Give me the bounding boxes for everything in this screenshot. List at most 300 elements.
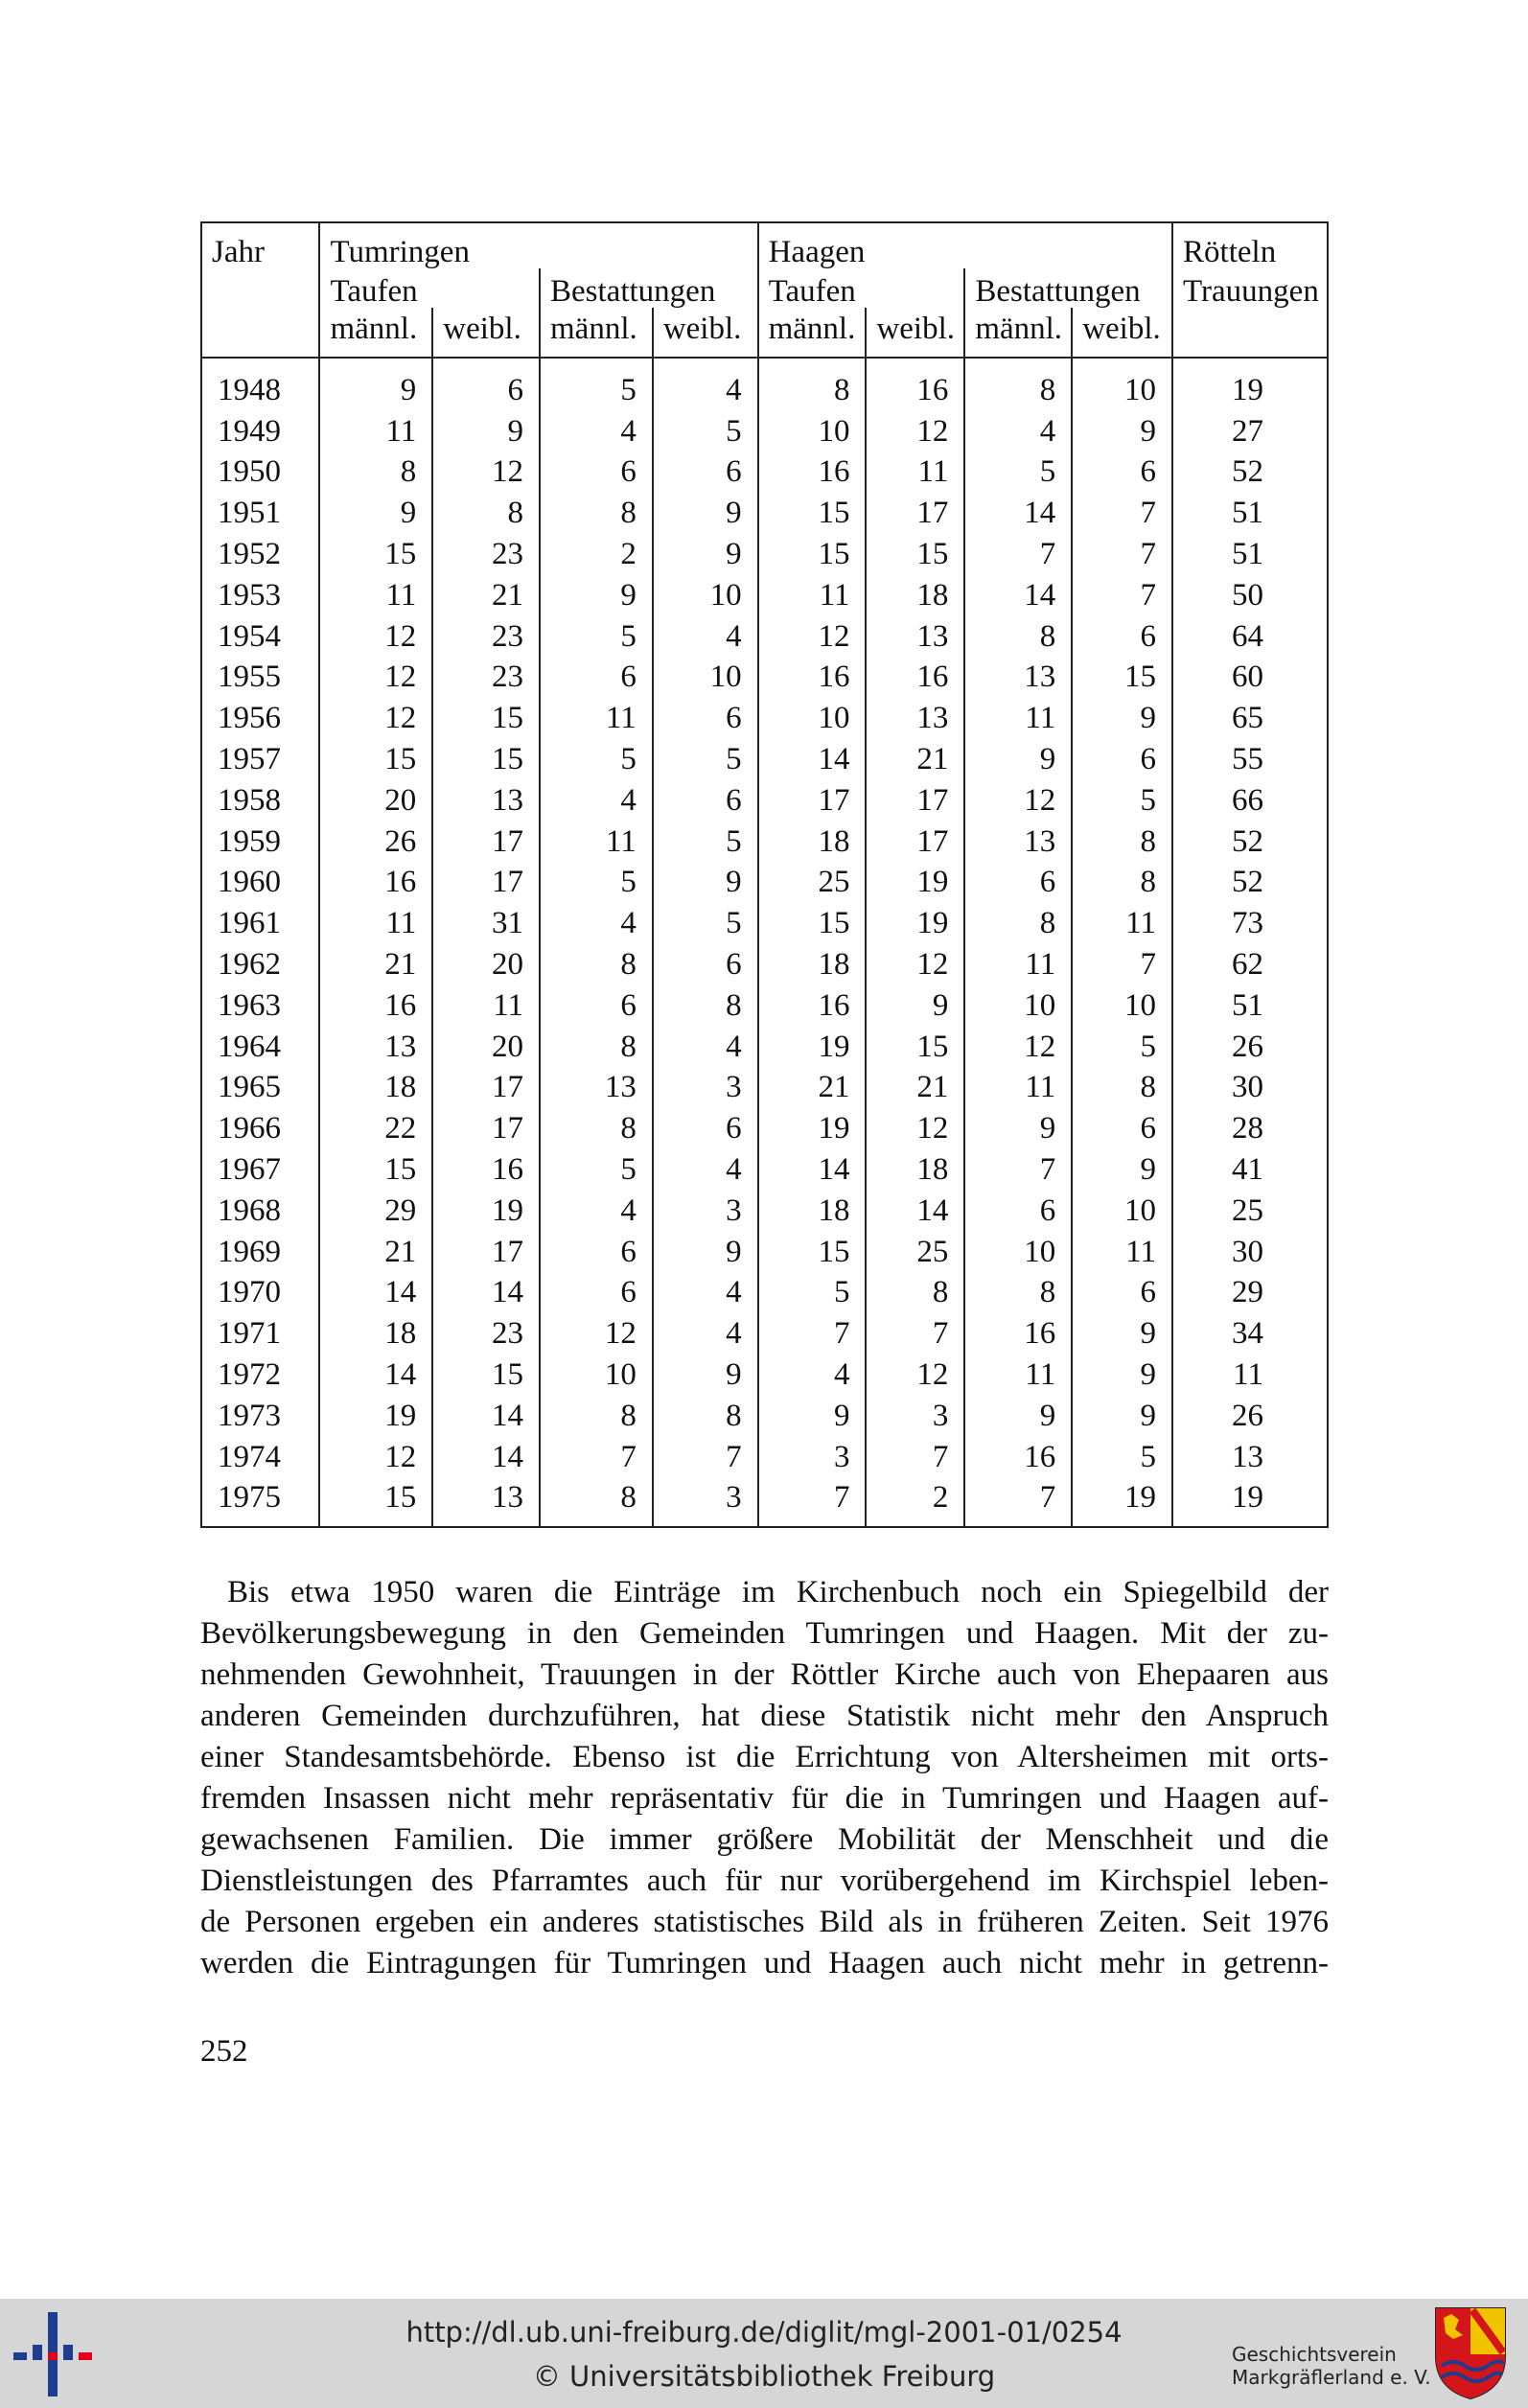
value-cell: 10 xyxy=(758,698,867,739)
value-cell: 52 xyxy=(1172,822,1328,863)
value-cell: 9 xyxy=(540,575,653,616)
table-row xyxy=(201,411,1328,452)
value-cell: 13 xyxy=(866,698,964,739)
value-cell: 23 xyxy=(432,616,540,658)
paragraph-line: einer Standesamtsbehörde. Ebenso ist die Errichtung von Altersheimen mit orts- xyxy=(200,1740,1329,1774)
value-cell: 19 xyxy=(1072,1478,1172,1528)
value-cell: 18 xyxy=(319,1313,432,1354)
value-cell: 73 xyxy=(1172,903,1328,944)
value-cell: 7 xyxy=(1072,534,1172,575)
year-cell: 1959 xyxy=(201,822,319,863)
table-row xyxy=(201,863,1328,904)
value-cell: 23 xyxy=(432,658,540,699)
value-cell: 21 xyxy=(319,1232,432,1273)
value-cell: 4 xyxy=(653,1313,758,1354)
value-cell: 15 xyxy=(758,1232,867,1273)
value-cell: 3 xyxy=(653,1191,758,1232)
value-cell: 50 xyxy=(1172,575,1328,616)
table-row xyxy=(201,903,1328,944)
value-cell: 11 xyxy=(964,1068,1072,1109)
value-cell: 8 xyxy=(653,985,758,1027)
value-cell: 34 xyxy=(1172,1313,1328,1354)
value-cell: 7 xyxy=(964,534,1072,575)
value-cell: 5 xyxy=(540,863,653,904)
table-row xyxy=(201,1437,1328,1478)
year-cell: 1969 xyxy=(201,1232,319,1273)
year-cell: 1952 xyxy=(201,534,319,575)
year-cell: 1963 xyxy=(201,985,319,1027)
value-cell: 18 xyxy=(758,944,867,985)
value-cell: 27 xyxy=(1172,411,1328,452)
value-cell: 19 xyxy=(319,1396,432,1437)
value-cell: 15 xyxy=(866,1027,964,1068)
header-maennl: männl. xyxy=(758,308,867,358)
value-cell: 6 xyxy=(540,452,653,494)
header-haagen-bestattungen: Bestattungen xyxy=(964,268,1172,308)
value-cell: 5 xyxy=(1072,1027,1172,1068)
value-cell: 15 xyxy=(319,739,432,780)
value-cell: 15 xyxy=(432,698,540,739)
value-cell: 6 xyxy=(653,944,758,985)
value-cell: 14 xyxy=(964,575,1072,616)
value-cell: 7 xyxy=(866,1437,964,1478)
value-cell: 16 xyxy=(866,658,964,699)
year-cell: 1958 xyxy=(201,780,319,822)
value-cell: 9 xyxy=(964,1396,1072,1437)
value-cell: 41 xyxy=(1172,1149,1328,1191)
value-cell: 10 xyxy=(1072,1191,1172,1232)
value-cell: 20 xyxy=(432,1027,540,1068)
value-cell: 15 xyxy=(758,534,867,575)
table-row xyxy=(201,1396,1328,1437)
year-cell: 1968 xyxy=(201,1191,319,1232)
value-cell: 8 xyxy=(1072,863,1172,904)
value-cell: 8 xyxy=(540,493,653,534)
value-cell: 17 xyxy=(866,822,964,863)
value-cell: 5 xyxy=(653,411,758,452)
value-cell: 11 xyxy=(1072,1232,1172,1273)
value-cell: 30 xyxy=(1172,1232,1328,1273)
value-cell: 4 xyxy=(653,1149,758,1191)
value-cell: 8 xyxy=(540,944,653,985)
value-cell: 9 xyxy=(1072,411,1172,452)
value-cell: 4 xyxy=(964,411,1072,452)
value-cell: 14 xyxy=(319,1354,432,1396)
value-cell: 9 xyxy=(653,863,758,904)
value-cell: 12 xyxy=(319,698,432,739)
value-cell: 51 xyxy=(1172,534,1328,575)
value-cell: 5 xyxy=(1072,780,1172,822)
value-cell: 16 xyxy=(758,985,867,1027)
value-cell: 4 xyxy=(758,1354,867,1396)
value-cell: 17 xyxy=(432,822,540,863)
value-cell: 6 xyxy=(653,452,758,494)
value-cell: 10 xyxy=(758,411,867,452)
value-cell: 14 xyxy=(432,1437,540,1478)
value-cell: 19 xyxy=(1172,1478,1328,1528)
paragraph-line: werden die Eintragungen für Tumringen und Haagen auch nicht mehr in getrenn- xyxy=(200,1946,1329,1980)
value-cell: 64 xyxy=(1172,616,1328,658)
value-cell: 7 xyxy=(1072,944,1172,985)
paragraph-line: nehmenden Gewohnheit, Trauungen in der Röttler Kirche auch von Ehepaaren aus xyxy=(200,1657,1329,1692)
value-cell: 9 xyxy=(319,358,432,411)
value-cell: 51 xyxy=(1172,985,1328,1027)
header-maennl: männl. xyxy=(964,308,1072,358)
table-row xyxy=(201,822,1328,863)
value-cell: 5 xyxy=(653,739,758,780)
value-cell: 65 xyxy=(1172,698,1328,739)
value-cell: 14 xyxy=(319,1273,432,1314)
value-cell: 14 xyxy=(432,1273,540,1314)
value-cell: 5 xyxy=(653,822,758,863)
value-cell: 18 xyxy=(319,1068,432,1109)
value-cell: 8 xyxy=(432,493,540,534)
value-cell: 12 xyxy=(866,1108,964,1149)
value-cell: 11 xyxy=(540,822,653,863)
value-cell: 11 xyxy=(964,1354,1072,1396)
value-cell: 6 xyxy=(653,698,758,739)
value-cell: 8 xyxy=(866,1273,964,1314)
value-cell: 10 xyxy=(1072,358,1172,411)
value-cell: 2 xyxy=(866,1478,964,1528)
value-cell: 17 xyxy=(432,1108,540,1149)
table-row xyxy=(201,698,1328,739)
table-row xyxy=(201,1313,1328,1354)
value-cell: 15 xyxy=(866,534,964,575)
year-cell: 1955 xyxy=(201,658,319,699)
value-cell: 8 xyxy=(540,1396,653,1437)
value-cell: 5 xyxy=(540,1149,653,1191)
value-cell: 3 xyxy=(653,1068,758,1109)
value-cell: 55 xyxy=(1172,739,1328,780)
value-cell: 12 xyxy=(319,1437,432,1478)
year-cell: 1974 xyxy=(201,1437,319,1478)
value-cell: 5 xyxy=(540,358,653,411)
value-cell: 5 xyxy=(1072,1437,1172,1478)
value-cell: 21 xyxy=(866,739,964,780)
value-cell: 5 xyxy=(964,452,1072,494)
page-number: 252 xyxy=(200,2034,248,2069)
value-cell: 8 xyxy=(964,1273,1072,1314)
year-cell: 1966 xyxy=(201,1108,319,1149)
value-cell: 13 xyxy=(964,822,1072,863)
value-cell: 23 xyxy=(432,1313,540,1354)
header-weibl: weibl. xyxy=(866,308,964,358)
value-cell: 9 xyxy=(1072,1149,1172,1191)
year-cell: 1960 xyxy=(201,863,319,904)
value-cell: 6 xyxy=(964,1191,1072,1232)
header-tumringen-bestattungen: Bestattungen xyxy=(540,268,758,308)
value-cell: 7 xyxy=(964,1149,1072,1191)
value-cell: 11 xyxy=(319,575,432,616)
value-cell: 9 xyxy=(964,1108,1072,1149)
header-jahr: Jahr xyxy=(201,222,319,358)
value-cell: 15 xyxy=(758,493,867,534)
value-cell: 11 xyxy=(964,698,1072,739)
value-cell: 4 xyxy=(653,1273,758,1314)
value-cell: 11 xyxy=(758,575,867,616)
value-cell: 18 xyxy=(758,822,867,863)
value-cell: 4 xyxy=(540,411,653,452)
value-cell: 12 xyxy=(964,1027,1072,1068)
value-cell: 25 xyxy=(866,1232,964,1273)
value-cell: 9 xyxy=(1072,698,1172,739)
value-cell: 7 xyxy=(1072,493,1172,534)
value-cell: 13 xyxy=(540,1068,653,1109)
table-row xyxy=(201,1191,1328,1232)
table-row xyxy=(201,1478,1328,1528)
table-row xyxy=(201,575,1328,616)
value-cell: 7 xyxy=(540,1437,653,1478)
value-cell: 5 xyxy=(758,1273,867,1314)
value-cell: 26 xyxy=(1172,1396,1328,1437)
value-cell: 3 xyxy=(866,1396,964,1437)
value-cell: 9 xyxy=(758,1396,867,1437)
value-cell: 5 xyxy=(540,739,653,780)
header-haagen: Haagen xyxy=(758,222,1172,268)
value-cell: 14 xyxy=(758,1149,867,1191)
year-cell: 1965 xyxy=(201,1068,319,1109)
value-cell: 12 xyxy=(866,944,964,985)
value-cell: 8 xyxy=(540,1108,653,1149)
year-cell: 1964 xyxy=(201,1027,319,1068)
value-cell: 11 xyxy=(866,452,964,494)
value-cell: 13 xyxy=(1172,1437,1328,1478)
value-cell: 9 xyxy=(432,411,540,452)
coat-of-arms-icon xyxy=(1434,2306,1507,2400)
table-header xyxy=(201,222,1328,358)
header-weibl: weibl. xyxy=(432,308,540,358)
value-cell: 7 xyxy=(964,1478,1072,1528)
year-cell: 1970 xyxy=(201,1273,319,1314)
value-cell: 9 xyxy=(653,493,758,534)
footer-bar xyxy=(0,2299,1528,2408)
value-cell: 4 xyxy=(653,616,758,658)
table-row xyxy=(201,1108,1328,1149)
value-cell: 12 xyxy=(866,1354,964,1396)
footer-url-link[interactable]: http://dl.ub.uni-freiburg.de/diglit/mgl-2001-01/0254 xyxy=(405,2316,1123,2349)
table-row xyxy=(201,534,1328,575)
value-cell: 18 xyxy=(866,1149,964,1191)
year-cell: 1950 xyxy=(201,452,319,494)
value-cell: 21 xyxy=(758,1068,867,1109)
value-cell: 8 xyxy=(1072,1068,1172,1109)
society-name-line2: Markgräflerland e. V. xyxy=(1232,2366,1431,2389)
paragraph-line: de Personen ergeben ein anderes statistisches Bild als in früheren Zeiten. Seit 1976 xyxy=(200,1905,1329,1939)
header-tumringen-taufen: Taufen xyxy=(319,268,540,308)
table-row xyxy=(201,739,1328,780)
table-row xyxy=(201,1027,1328,1068)
value-cell: 12 xyxy=(540,1313,653,1354)
paragraph-line: Bis etwa 1950 waren die Einträge im Kirchenbuch noch ein Spiegelbild der xyxy=(227,1575,1329,1609)
table-row xyxy=(201,944,1328,985)
year-cell: 1973 xyxy=(201,1396,319,1437)
value-cell: 20 xyxy=(319,780,432,822)
value-cell: 26 xyxy=(1172,1027,1328,1068)
value-cell: 18 xyxy=(758,1191,867,1232)
paragraph-line: Bevölkerungsbewegung in den Gemeinden Tumringen und Haagen. Mit der zu- xyxy=(200,1616,1329,1651)
value-cell: 13 xyxy=(432,1478,540,1528)
value-cell: 15 xyxy=(432,739,540,780)
value-cell: 8 xyxy=(964,616,1072,658)
value-cell: 4 xyxy=(653,358,758,411)
table-row xyxy=(201,1273,1328,1314)
value-cell: 9 xyxy=(866,985,964,1027)
value-cell: 18 xyxy=(866,575,964,616)
value-cell: 12 xyxy=(319,616,432,658)
value-cell: 15 xyxy=(319,534,432,575)
value-cell: 7 xyxy=(758,1478,867,1528)
year-cell: 1971 xyxy=(201,1313,319,1354)
value-cell: 16 xyxy=(964,1437,1072,1478)
value-cell: 8 xyxy=(758,358,867,411)
value-cell: 7 xyxy=(758,1313,867,1354)
year-cell: 1954 xyxy=(201,616,319,658)
value-cell: 9 xyxy=(319,493,432,534)
value-cell: 19 xyxy=(866,903,964,944)
value-cell: 17 xyxy=(866,780,964,822)
value-cell: 15 xyxy=(319,1478,432,1528)
value-cell: 7 xyxy=(866,1313,964,1354)
value-cell: 13 xyxy=(319,1027,432,1068)
table-body xyxy=(201,358,1328,1527)
value-cell: 6 xyxy=(540,1273,653,1314)
value-cell: 17 xyxy=(432,1232,540,1273)
value-cell: 15 xyxy=(758,903,867,944)
value-cell: 11 xyxy=(964,944,1072,985)
value-cell: 6 xyxy=(653,1108,758,1149)
value-cell: 16 xyxy=(758,658,867,699)
table-row xyxy=(201,780,1328,822)
value-cell: 9 xyxy=(1072,1396,1172,1437)
value-cell: 12 xyxy=(432,452,540,494)
value-cell: 25 xyxy=(1172,1191,1328,1232)
value-cell: 31 xyxy=(432,903,540,944)
year-cell: 1951 xyxy=(201,493,319,534)
table-row xyxy=(201,985,1328,1027)
table-row xyxy=(201,358,1328,411)
value-cell: 16 xyxy=(866,358,964,411)
year-cell: 1962 xyxy=(201,944,319,985)
value-cell: 16 xyxy=(319,863,432,904)
value-cell: 17 xyxy=(758,780,867,822)
value-cell: 8 xyxy=(319,452,432,494)
value-cell: 52 xyxy=(1172,452,1328,494)
value-cell: 9 xyxy=(653,1232,758,1273)
value-cell: 9 xyxy=(653,534,758,575)
paragraph-line: anderen Gemeinden durchzuführen, hat diese Statistik nicht mehr den Anspruch xyxy=(200,1699,1329,1733)
year-cell: 1948 xyxy=(201,358,319,411)
value-cell: 11 xyxy=(319,903,432,944)
value-cell: 52 xyxy=(1172,863,1328,904)
value-cell: 15 xyxy=(1072,658,1172,699)
value-cell: 5 xyxy=(653,903,758,944)
value-cell: 16 xyxy=(432,1149,540,1191)
value-cell: 14 xyxy=(758,739,867,780)
value-cell: 6 xyxy=(1072,1108,1172,1149)
value-cell: 4 xyxy=(540,1191,653,1232)
table-row xyxy=(201,452,1328,494)
value-cell: 4 xyxy=(540,903,653,944)
header-weibl: weibl. xyxy=(653,308,758,358)
value-cell: 8 xyxy=(540,1027,653,1068)
value-cell: 9 xyxy=(964,739,1072,780)
value-cell: 15 xyxy=(432,1354,540,1396)
value-cell: 11 xyxy=(1172,1354,1328,1396)
value-cell: 19 xyxy=(866,863,964,904)
value-cell: 60 xyxy=(1172,658,1328,699)
year-cell: 1953 xyxy=(201,575,319,616)
value-cell: 6 xyxy=(1072,1273,1172,1314)
value-cell: 10 xyxy=(653,575,758,616)
value-cell: 51 xyxy=(1172,493,1328,534)
value-cell: 5 xyxy=(540,616,653,658)
value-cell: 23 xyxy=(432,534,540,575)
value-cell: 8 xyxy=(964,903,1072,944)
value-cell: 16 xyxy=(319,985,432,1027)
value-cell: 6 xyxy=(1072,616,1172,658)
value-cell: 6 xyxy=(540,985,653,1027)
table-row xyxy=(201,658,1328,699)
table-row xyxy=(201,493,1328,534)
value-cell: 11 xyxy=(540,698,653,739)
value-cell: 6 xyxy=(1072,452,1172,494)
paragraph-line: Dienstleistungen des Pfarramtes auch für nur vorübergehend im Kirchspiel leben- xyxy=(200,1864,1329,1898)
value-cell: 6 xyxy=(653,780,758,822)
header-maennl: männl. xyxy=(319,308,432,358)
value-cell: 10 xyxy=(1072,985,1172,1027)
value-cell: 3 xyxy=(758,1437,867,1478)
header-haagen-taufen: Taufen xyxy=(758,268,965,308)
value-cell: 29 xyxy=(1172,1273,1328,1314)
value-cell: 7 xyxy=(1072,575,1172,616)
value-cell: 21 xyxy=(319,944,432,985)
value-cell: 13 xyxy=(432,780,540,822)
value-cell: 8 xyxy=(964,358,1072,411)
value-cell: 6 xyxy=(432,358,540,411)
table-row xyxy=(201,616,1328,658)
value-cell: 10 xyxy=(653,658,758,699)
value-cell: 62 xyxy=(1172,944,1328,985)
year-cell: 1957 xyxy=(201,739,319,780)
header-maennl: männl. xyxy=(540,308,653,358)
value-cell: 6 xyxy=(540,658,653,699)
value-cell: 20 xyxy=(432,944,540,985)
value-cell: 10 xyxy=(964,985,1072,1027)
value-cell: 6 xyxy=(1072,739,1172,780)
value-cell: 11 xyxy=(1072,903,1172,944)
value-cell: 4 xyxy=(540,780,653,822)
year-cell: 1956 xyxy=(201,698,319,739)
header-weibl: weibl. xyxy=(1072,308,1172,358)
value-cell: 8 xyxy=(540,1478,653,1528)
header-tumringen: Tumringen xyxy=(319,222,757,268)
value-cell: 6 xyxy=(964,863,1072,904)
value-cell: 3 xyxy=(653,1478,758,1528)
header-roetteln: Rötteln xyxy=(1172,222,1328,268)
year-cell: 1949 xyxy=(201,411,319,452)
value-cell: 14 xyxy=(432,1396,540,1437)
value-cell: 14 xyxy=(866,1191,964,1232)
year-cell: 1967 xyxy=(201,1149,319,1191)
table-row xyxy=(201,1232,1328,1273)
value-cell: 19 xyxy=(432,1191,540,1232)
value-cell: 2 xyxy=(540,534,653,575)
value-cell: 9 xyxy=(1072,1313,1172,1354)
paragraph-line: fremden Insassen nicht mehr repräsentativ für die in Tumringen und Haagen auf- xyxy=(200,1781,1329,1816)
value-cell: 7 xyxy=(653,1437,758,1478)
value-cell: 11 xyxy=(319,411,432,452)
